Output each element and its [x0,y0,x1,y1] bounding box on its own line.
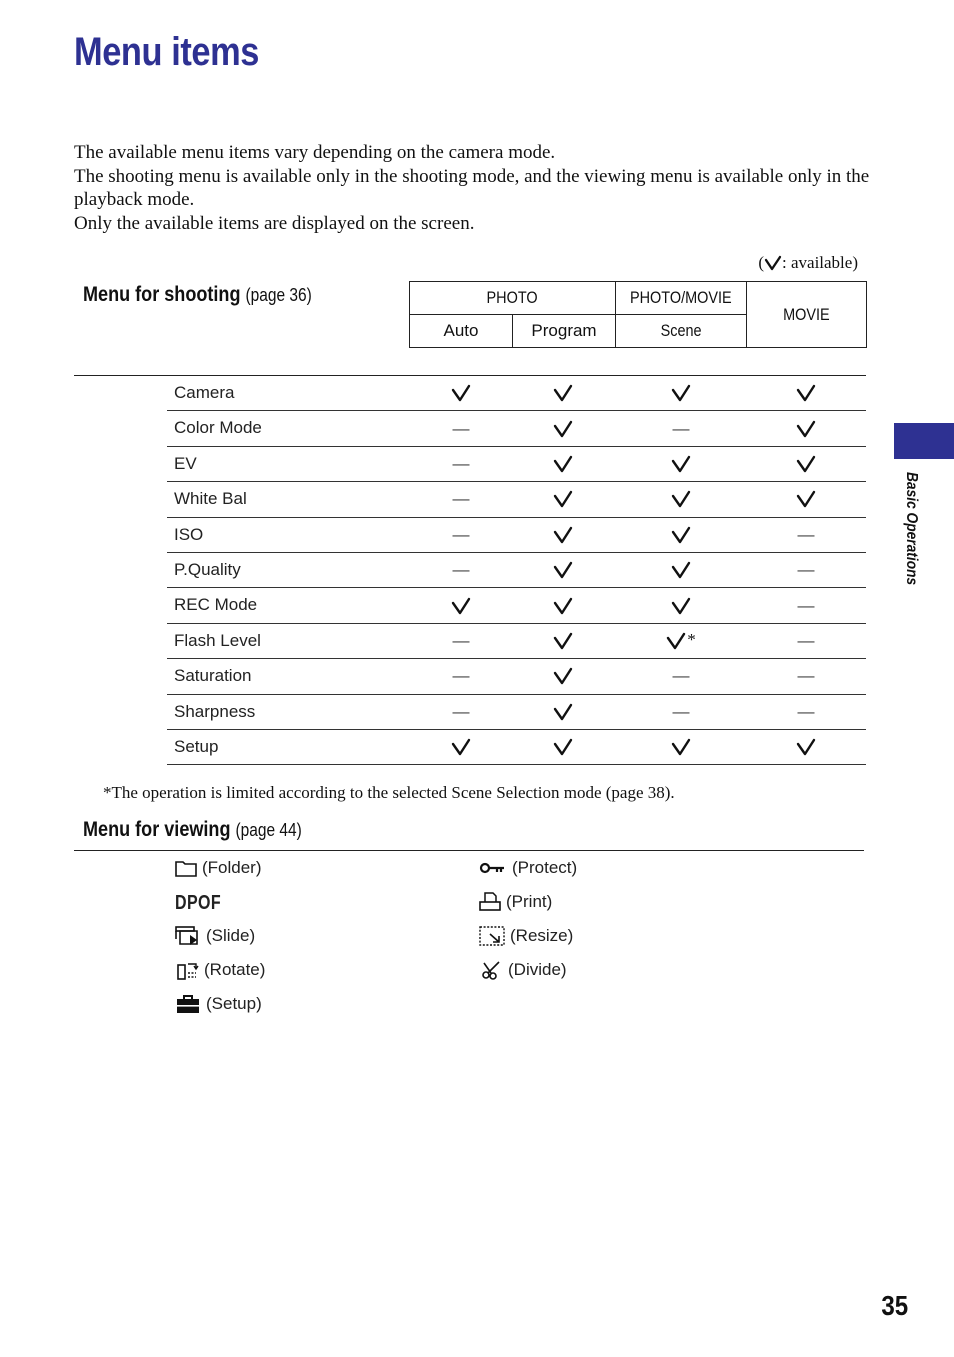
not-available-dash: — [797,630,815,650]
menu-item-label: EV [174,453,197,473]
not-available-dash: — [452,524,470,544]
slideshow-icon [175,926,201,946]
header-scene: Scene [616,315,747,348]
check-icon [533,588,593,622]
not-available-dash: — [452,701,470,721]
viewing-item-protect: (Protect) [479,858,577,878]
header-auto: Auto [410,315,513,348]
not-available-dash: — [797,560,815,580]
page-number: 35 [881,1290,908,1321]
menu-item-label: Flash Level [174,630,261,650]
check-icon [431,730,491,764]
menu-item-label: REC Mode [174,595,258,615]
not-available-dash: — [452,489,470,509]
check-icon [764,255,782,276]
check-icon [651,588,711,622]
legend-text: : available) [782,253,858,272]
viewing-menu-heading [83,818,302,842]
table-row [167,447,866,482]
not-available-dash: — [452,418,470,438]
menu-item-label: Setup [174,736,219,756]
check-icon [651,553,711,587]
table-row [167,518,866,553]
key-icon [479,859,507,877]
check-icon [651,482,711,516]
not-available-dash: — [797,524,815,544]
table-row [167,482,866,517]
table-row [167,695,866,730]
mode-header-table [409,281,867,348]
not-available-dash: — [452,560,470,580]
menu-item-label: Color Mode [174,418,262,438]
resize-icon [479,926,505,946]
check-icon [533,376,593,410]
check-icon [776,447,836,481]
not-available-dash: — [452,666,470,686]
check-icon [533,695,593,729]
header-movie: MOVIE [747,282,867,348]
viewing-menu-title: Menu for viewing [83,818,231,841]
menu-item-label: Saturation [174,666,252,686]
check-icon [533,659,593,693]
intro-line: Only the available items are displayed on the screen. [74,212,475,234]
not-available-dash: — [797,666,815,686]
table-row [167,624,866,659]
check-icon [651,730,711,764]
menu-item-label: P.Quality [174,559,241,579]
check-icon [651,624,711,658]
not-available-dash: — [672,666,690,686]
check-icon [776,730,836,764]
viewing-menu-page-ref: (page 44) [235,820,302,840]
menu-item-label: White Bal [174,489,247,509]
check-icon [776,482,836,516]
table-row [167,730,866,765]
check-icon [533,730,593,764]
check-icon [533,482,593,516]
table-row [167,588,866,623]
check-icon [651,447,711,481]
dpof-icon: DPOF [175,892,222,914]
intro-line: The shooting menu is available only in the shooting mode, and the viewing menu is available only in the playback mode. [74,165,870,210]
chapter-side-label: Basic Operations [903,472,920,586]
print-icon [479,892,501,912]
table-row [167,411,866,446]
table-row [167,659,866,694]
menu-item-label: Camera [174,383,235,402]
header-photo-movie: PHOTO/MOVIE [616,282,747,315]
viewing-item-setup: (Setup) [175,994,262,1014]
table-row [167,376,866,411]
check-icon [431,588,491,622]
intro-text [74,141,874,235]
footnote: *The operation is limited according to the selected Scene Selection mode (page 38). [103,783,675,802]
check-icon [651,518,711,552]
shooting-menu-title: Menu for shooting [83,283,241,306]
not-available-dash: — [797,595,815,615]
check-icon [533,624,593,658]
check-icon [651,376,711,410]
divider [74,850,864,851]
viewing-item-resize: (Resize) [479,926,573,946]
viewing-item-print: (Print) [479,892,552,912]
shooting-menu-page-ref: (page 36) [245,285,312,305]
footnote-asterisk: * [687,629,696,649]
check-icon [776,411,836,445]
viewing-item-folder: (Folder) [175,858,262,878]
check-icon [533,518,593,552]
scissors-icon [481,960,503,980]
not-available-dash: — [797,701,815,721]
page-title: Menu items [74,30,259,74]
menu-item-label: ISO [174,524,204,544]
menu-item-label: Sharpness [174,701,256,721]
chapter-tab [894,423,954,459]
table-row [167,553,866,588]
check-icon [533,553,593,587]
shooting-menu-heading [83,283,312,307]
check-icon [533,447,593,481]
not-available-dash: — [452,453,470,473]
check-icon [431,376,491,410]
folder-icon [175,859,197,877]
not-available-dash: — [672,418,690,438]
toolbox-icon [175,994,201,1014]
not-available-dash: — [452,630,470,650]
check-icon [776,376,836,410]
header-photo: PHOTO [410,282,616,315]
availability-legend: ( : available) [758,253,858,276]
viewing-item-divide: (Divide) [481,960,567,980]
rotate-icon [177,960,199,980]
header-program: Program [513,315,616,348]
viewing-item-rotate: (Rotate) [177,960,265,980]
shooting-menu-table [167,376,866,765]
viewing-item-dpof [175,892,233,915]
viewing-item-slide: (Slide) [175,926,255,946]
not-available-dash: — [672,701,690,721]
intro-line: The available menu items vary depending on the camera mode. [74,142,556,163]
check-icon [533,411,593,445]
